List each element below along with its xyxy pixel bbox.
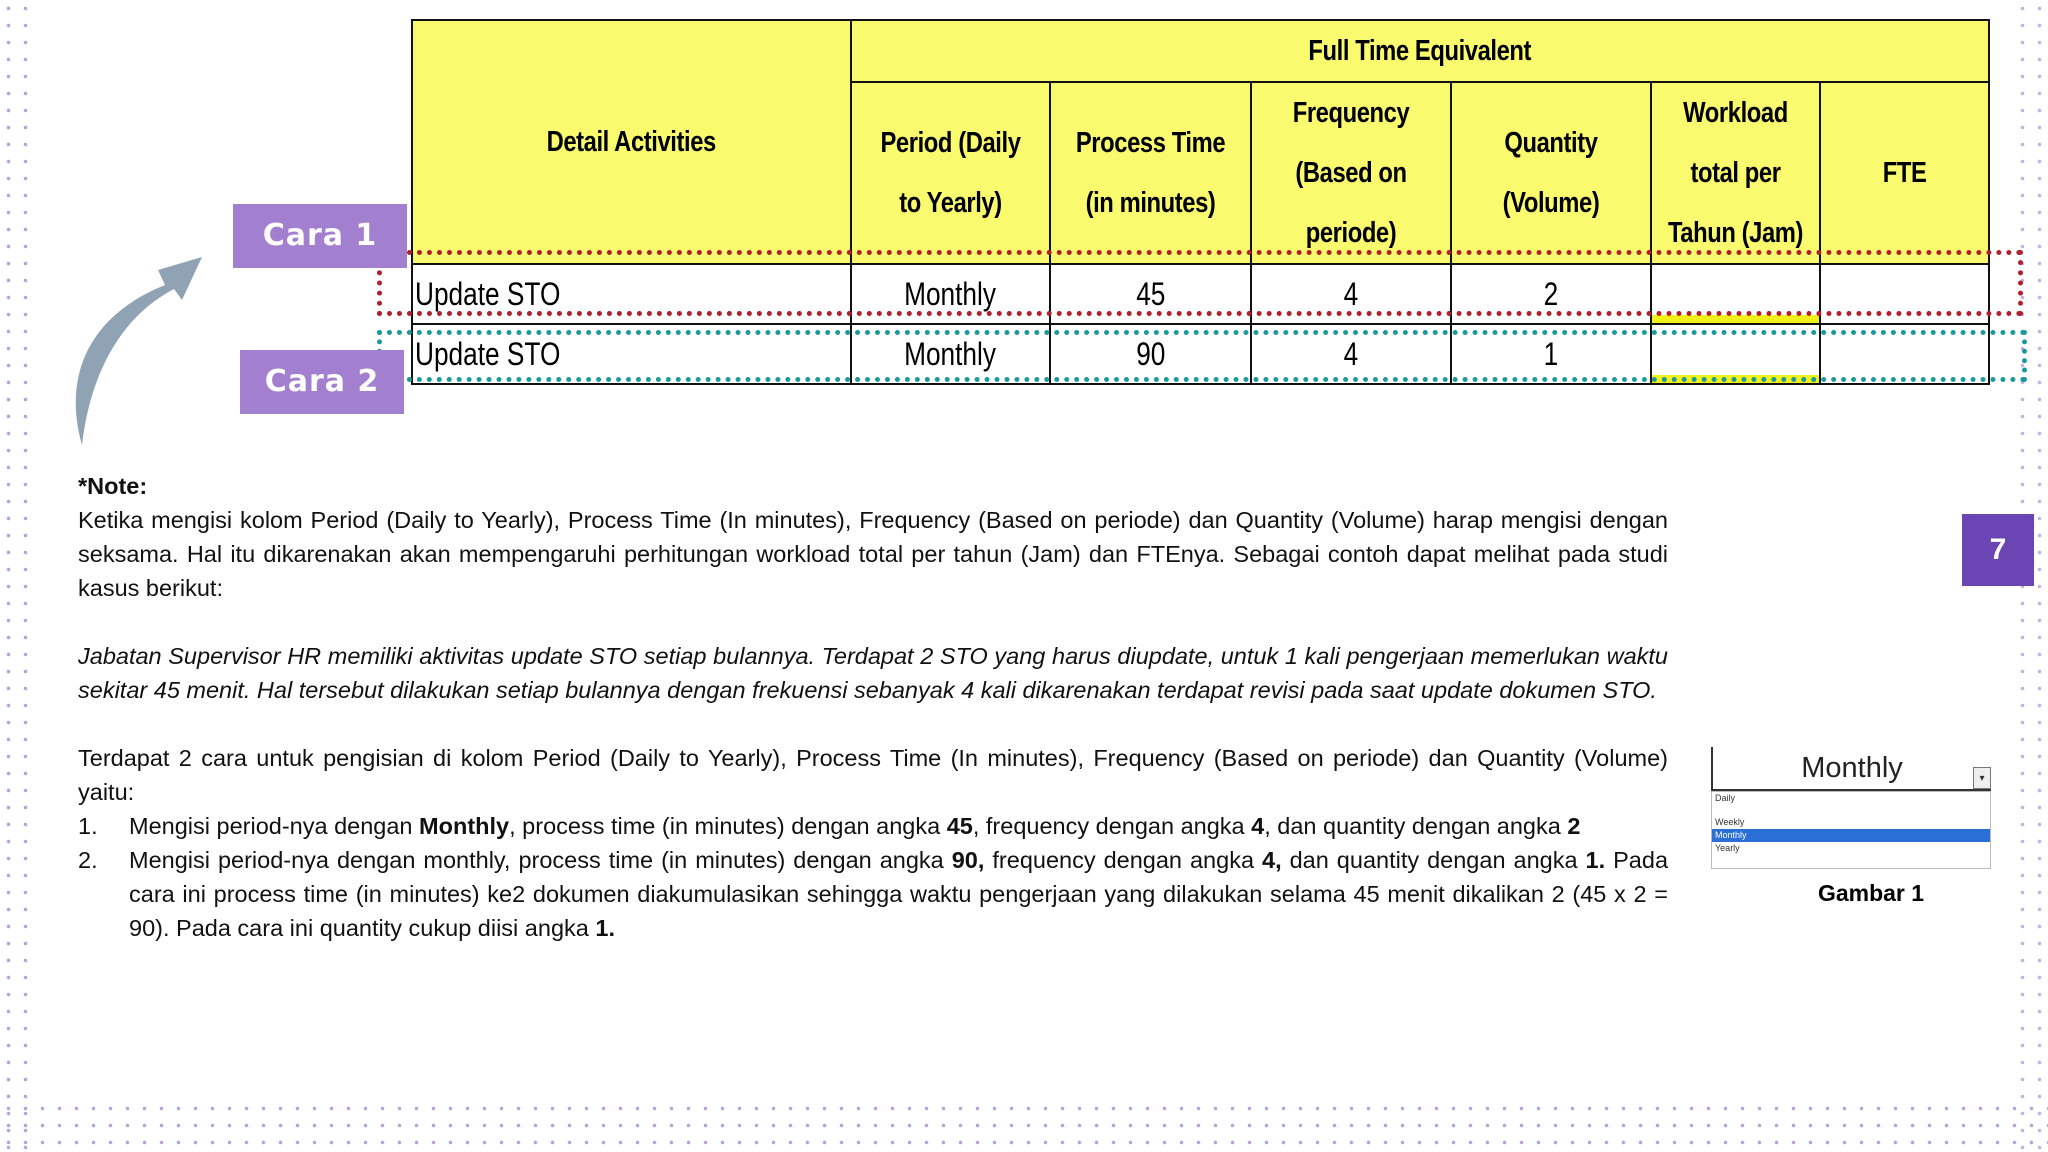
cell-frequency: 4 xyxy=(1251,264,1451,324)
dropdown-option[interactable]: Weekly xyxy=(1715,817,1745,827)
list-item: 1. Mengisi period-nya dengan Monthly, process time (in minutes) dengan angka 45, frequency dengan angka 4, dan quantity dengan angka 2 xyxy=(78,813,1581,839)
chevron-down-icon[interactable]: ▾ xyxy=(1973,767,1991,789)
header-quantity: Quantity (Volume) xyxy=(1451,82,1651,264)
curved-arrow-icon xyxy=(70,245,220,455)
note-title: *Note: xyxy=(78,473,148,499)
dropdown-option[interactable]: Yearly xyxy=(1715,843,1740,853)
cell-process-time: 45 xyxy=(1050,264,1251,324)
cell-frequency: 4 xyxy=(1251,324,1451,384)
cara1-highlight-box xyxy=(377,250,2023,316)
cara2-highlight-box xyxy=(377,330,2027,382)
period-dropdown[interactable]: Monthly ▾ xyxy=(1711,747,1991,791)
cara1-badge: Cara 1 xyxy=(233,204,407,268)
header-fte: FTE xyxy=(1820,82,1989,264)
dropdown-option[interactable]: Daily xyxy=(1715,793,1736,803)
cell-activity: Update STO xyxy=(412,264,851,324)
header-detail-activities: Detail Activities xyxy=(412,20,851,264)
list-item: 2. Mengisi period-nya dengan monthly, process time (in minutes) dengan angka 90, frequency dengan angka 4, dan quantity dengan angka 1. Pada cara ini process time (in minutes) ke2 dokumen diakumulasikan sehingga waktu pengerjaan yang dilakukan selama 45 menit dikalikan 2 (45 x 2 = 90). Pada cara ini quantity cukup diisi angka 1. xyxy=(78,847,1669,941)
workload-highlight xyxy=(1652,315,1819,323)
dropdown-options xyxy=(1711,791,1991,869)
figure-caption: Gambar 1 xyxy=(1817,880,1925,906)
cara2-badge: Cara 2 xyxy=(240,350,404,414)
header-process-time: Process Time (in minutes) xyxy=(1050,82,1251,264)
note-paragraph-1: Ketika mengisi kolom Period (Daily to Yearly), Process Time (In minutes), Frequency (Based on periode) dan Quantity (Volume) harap mengisi dengan seksama. Hal itu dikarenakan akan mempengaruhi perhitungan workload total per tahun (Jam) dan FTEnya. Sebagai contoh dapat melihat pada studi kasus berikut: xyxy=(78,507,1668,601)
cell-period: Monthly xyxy=(851,324,1050,384)
cell-quantity: 1 xyxy=(1451,324,1651,384)
method-list xyxy=(78,809,1668,945)
cell-activity: Update STO xyxy=(412,324,851,384)
header-full-time-equivalent: Full Time Equivalent xyxy=(851,20,1989,82)
cell-process-time: 90 xyxy=(1050,324,1251,384)
notes-section xyxy=(78,469,1668,945)
decorative-dots-left xyxy=(0,0,40,1152)
header-period: Period (Daily to Yearly) xyxy=(851,82,1050,264)
header-workload: Workload total per Tahun (Jam) xyxy=(1651,82,1820,264)
cell-quantity: 2 xyxy=(1451,264,1651,324)
dropdown-option-selected[interactable]: Monthly xyxy=(1712,829,1990,842)
header-frequency: Frequency (Based on periode) xyxy=(1251,82,1451,264)
dropdown-figure xyxy=(1711,747,1989,867)
cell-period: Monthly xyxy=(851,264,1050,324)
case-study-text: Jabatan Supervisor HR memiliki aktivitas update STO setiap bulannya. Terdapat 2 STO yang harus diupdate, untuk 1 kali pengerjaan memerlukan waktu sekitar 45 menit. Hal tersebut dilakukan setiap bulannya dengan frekuensi sebanyak 4 kali dikarenakan terdapat revisi pada saat update dokumen STO. xyxy=(78,643,1668,703)
decorative-dots-bottom xyxy=(0,1100,2048,1152)
page-number-badge: 7 xyxy=(1962,514,2034,586)
note-paragraph-2: Terdapat 2 cara untuk pengisian di kolom Period (Daily to Yearly), Process Time (In minutes), Frequency (Based on periode) dan Quantity (Volume) yaitu: xyxy=(78,745,1668,805)
